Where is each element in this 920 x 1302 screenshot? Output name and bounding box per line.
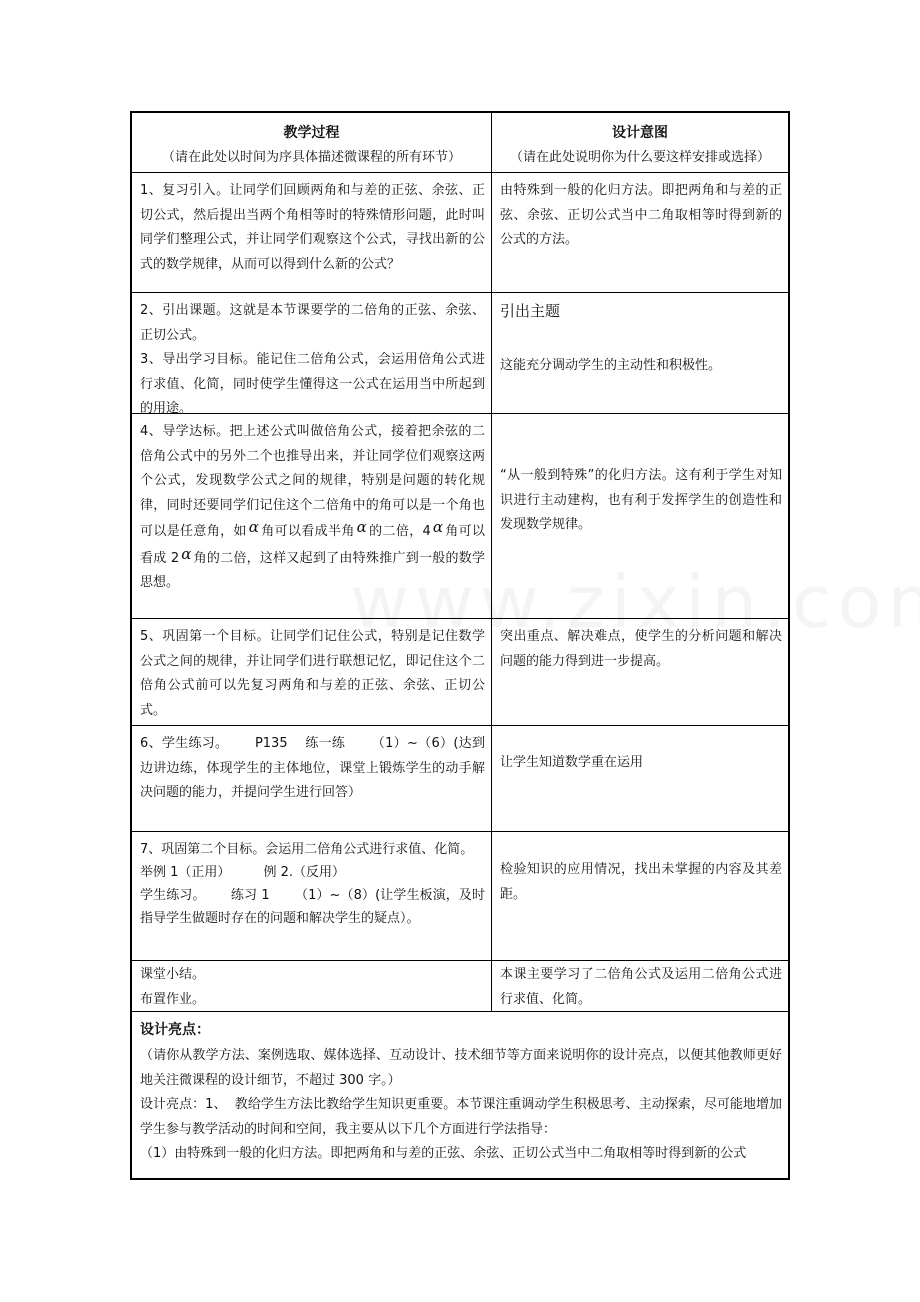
teaching-process-instruction: （请在此处以时间为序具体描述微课程的所有环节）: [161, 150, 461, 165]
alpha-symbol: α: [356, 518, 367, 536]
step-summary: 课堂小结。: [140, 967, 206, 982]
design-highlights-method: （1）由特殊到一般的化归方法。即把两角和与差的正弦、余弦、正切公式当中二角取相等时得到新的公式: [140, 1146, 747, 1161]
design-highlights-instruction: （请你从教学方法、案例选取、媒体选择、互动设计、技术细节等方面来说明你的设计亮点，以便其他教师更好地关注微课程的设计细节，不超过 300 字。）: [140, 1048, 782, 1088]
alpha-symbol: α: [181, 544, 192, 563]
step-exercises: 学生练习。 练习 1 （1）~（8）(让学生板演，及时指导学生做题时存在的问题和解决学生的疑点）。: [140, 888, 485, 926]
intent-consolidate-first: 突出重点、解决难点，使学生的分析问题和解决问题的能力得到进一步提高。: [500, 629, 782, 669]
intent-summary: 本课主要学习了二倍角公式及运用二倍角公式进行求值、化简。: [500, 967, 782, 1007]
intent-learning-goals: 这能充分调动学生的主动性和积极性。: [500, 357, 722, 373]
header-right-cell: [492, 113, 788, 172]
table-row: [132, 832, 788, 961]
design-highlights-section: [132, 1012, 788, 1178]
table-row: [132, 173, 788, 293]
intent-guided-learning: “从一般到特殊”的化归方法。这有利于学生对知识进行主动建构，也有利于发挥学生的创造性和发现数学规律。: [500, 468, 782, 532]
intent-topic-goals: [492, 293, 788, 413]
step-guided-text-a: 4、导学达标。把上述公式叫做倍角公式，接着把余弦的二倍角公式中的另外二个也推导出来，并让同学位们观察这两个公式，发现数学公式之间的规律，特别是问题的转化规律，同时还要同学们记住这个二倍角中的角可以是一个角也可以是任意角，如: [140, 424, 485, 539]
step-guided-text-c: 的二倍，4: [368, 524, 431, 539]
step-guided-text-d: 角可以看成 2: [140, 524, 485, 566]
header-row: [132, 113, 788, 173]
design-highlights-title: 设计亮点：: [140, 1022, 210, 1038]
design-intent-instruction: （请在此处说明你为什么要这样安排或选择）: [509, 150, 770, 165]
step-guided-text-b: 角可以看成半角: [260, 524, 355, 539]
step-examples: 举例 1（正用） 例 2.（反用）: [140, 865, 345, 880]
table-row: [132, 726, 788, 832]
table-row: [132, 961, 788, 1012]
step-homework: 布置作业。: [140, 991, 206, 1007]
step-student-practice: 6、学生练习。 P135 练一练 （1）~（6）(达到边讲边练，体现学生的主体地位，课堂上锻炼学生的动手解决问题的能力，并提问学生进行回答）: [132, 726, 492, 831]
alpha-symbol: α: [432, 518, 443, 536]
table-row: [132, 619, 788, 726]
step-guided-learning: [132, 414, 492, 618]
design-intent-title: 设计意图: [612, 125, 668, 141]
step-consolidate-first: 5、巩固第一个目标。让同学们记住公式，特别是记住数学公式之间的规律，并让同学们进行联想记忆，即记住这个二倍角公式前可以先复习两角和与差的正弦、余弦、正切公式。: [132, 619, 492, 725]
design-highlights-body: 设计亮点：1、 教给学生方法比教给学生知识更重要。本节课注重调动学生积极思考、主动探索，尽可能地增加学生参与教学活动的时间和空间，我主要从以下几个方面进行学法指导：: [140, 1097, 782, 1137]
table-row: [132, 293, 788, 414]
lesson-plan-table: [130, 111, 790, 1180]
teaching-process-title: 教学过程: [283, 125, 340, 141]
step-consolidate-second: [132, 832, 492, 960]
intent-review: 由特殊到一般的化归方法。即把两角和与差的正弦、余弦、正切公式当中二角取相等时得到新的公式的方法。: [500, 183, 782, 247]
step-learning-goals: 3、导出学习目标。能记住二倍角公式，会运用倍角公式进行求值、化简，同时使学生懂得这一公式在运用当中所起到的用途。: [140, 352, 485, 416]
step-review: 1、复习引入。让同学们回顾两角和与差的正弦、余弦、正切公式，然后提出当两个角相等时的特殊情形问题，此时叫同学们整理公式，并让同学们观察这个公式，寻找出新的公式的数学规律，从而可以得到什么新的公式？: [132, 173, 492, 292]
step-guided-text-e: 角的二倍，这样又起到了由特殊推广到一般的数学思想。: [140, 550, 485, 590]
alpha-symbol: α: [248, 518, 259, 536]
step-summary-homework: [132, 961, 492, 1011]
intent-introduce-topic: 引出主题: [500, 302, 561, 320]
header-left-cell: [132, 113, 492, 172]
step-second-goal: 7、巩固第二个目标。会运用二倍角公式进行求值、化简。: [140, 842, 474, 857]
step-topic-goals: [132, 293, 492, 416]
intent-student-practice: 让学生知道数学重在运用: [500, 755, 644, 770]
intent-consolidate-second: 检验知识的应用情况，找出未掌握的内容及其差距。: [500, 862, 782, 902]
table-row: [132, 414, 788, 619]
step-introduce-topic: 2、引出课题。这就是本节课要学的二倍角的正弦、余弦、正切公式。: [140, 303, 485, 343]
